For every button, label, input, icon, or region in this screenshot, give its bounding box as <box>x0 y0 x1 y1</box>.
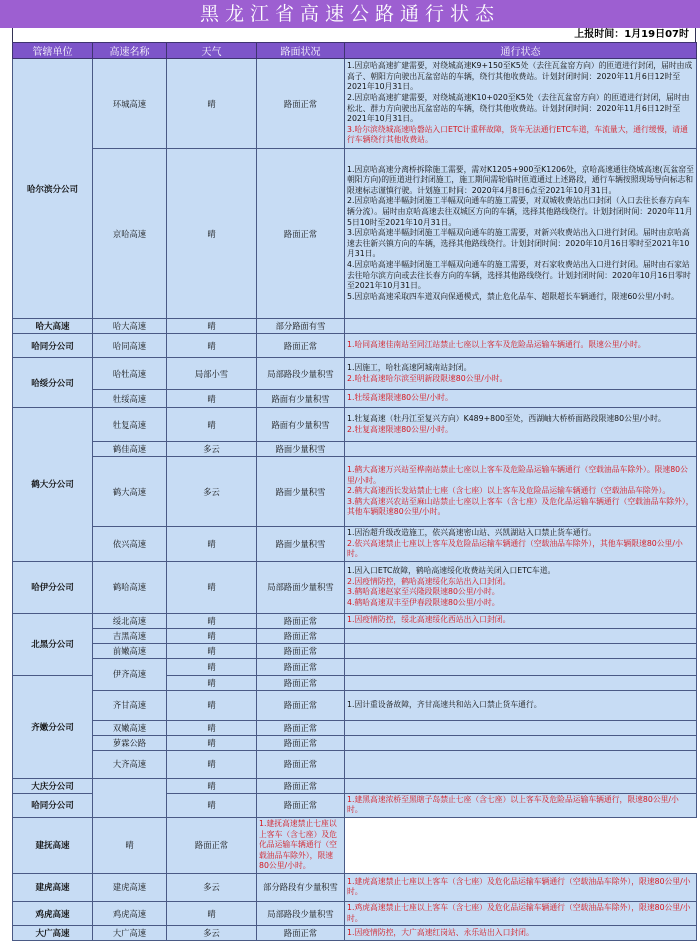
table-row <box>13 643 697 658</box>
weather-cell: 晴 <box>167 319 257 334</box>
weather-cell: 晴 <box>167 735 257 750</box>
status-cell <box>345 334 697 358</box>
status-cell <box>345 457 697 527</box>
status-line: 1.因疫情防控，绥北高速绥化西站出入口封闭。 <box>347 615 511 625</box>
road-cell: 建虎高速 <box>93 873 167 901</box>
table-row <box>13 873 697 901</box>
surface-cell: 路面少量积雪 <box>257 527 345 562</box>
table-row <box>13 319 697 334</box>
weather-cell: 晴 <box>167 628 257 643</box>
page-title: 黑龙江省高速公路通行状态 <box>0 0 700 28</box>
table-row <box>13 390 697 408</box>
header-status: 通行状态 <box>345 43 697 59</box>
surface-cell: 路面正常 <box>257 59 345 149</box>
road-cell: 哈大高速 <box>93 319 167 334</box>
status-line: 2.因疫情防控，鹤哈高速绥化东站出入口封闭。 <box>347 576 511 586</box>
header-road: 高速名称 <box>93 43 167 59</box>
surface-cell: 路面少量积雪 <box>257 457 345 527</box>
status-cell <box>345 901 697 925</box>
status-cell <box>345 735 697 750</box>
surface-cell: 路面正常 <box>257 750 345 778</box>
table-header-row <box>13 43 697 59</box>
status-line: 2.依兴高速禁止七座以上客车及危险品运输车辆通行（空载油品车除外），其他车辆限速80公里/小时。 <box>347 538 683 559</box>
unit-cell: 哈伊分公司 <box>13 561 93 613</box>
surface-cell: 局部路面少量积雪 <box>257 561 345 613</box>
table-row <box>13 926 697 941</box>
road-cell: 萝霖公路 <box>93 735 167 750</box>
status-cell <box>345 778 697 793</box>
weather-cell: 晴 <box>93 817 167 873</box>
status-line: 1.哈同高速佳南站至同江站禁止七座以上客车及危险品运输车辆通行。限速公里/小时。 <box>347 340 646 350</box>
surface-cell: 路面正常 <box>257 658 345 675</box>
unit-cell: 鹤大分公司 <box>13 408 93 562</box>
status-cell <box>345 675 697 690</box>
surface-cell: 局部路段少量积雪 <box>257 901 345 925</box>
status-cell <box>345 442 697 457</box>
unit-cell: 哈大高速 <box>13 319 93 334</box>
weather-cell: 晴 <box>167 901 257 925</box>
table-row <box>13 358 697 390</box>
table-row <box>13 334 697 358</box>
table-body <box>13 59 697 941</box>
status-cell <box>345 750 697 778</box>
weather-cell: 晴 <box>167 658 257 675</box>
weather-cell: 晴 <box>167 59 257 149</box>
surface-cell: 路面正常 <box>257 675 345 690</box>
table-row <box>13 658 697 675</box>
status-line: 3.鹤哈高速赵家至兴隆段限速80公里/小时。 <box>347 587 500 597</box>
road-cell: 大广高速 <box>93 926 167 941</box>
road-cell: 双嫩高速 <box>93 720 167 735</box>
surface-cell: 路面正常 <box>257 613 345 628</box>
unit-cell: 大广高速 <box>13 926 93 941</box>
status-line: 4.因京哈高速半幅封闭施工半幅双向通车的施工需要，对石家收费站出入口进行封闭。届时由石家站去往哈尔滨方向或去往长春方向的车辆，选择其他路线绕行。计划封闭时间：2020年10月16日零时至2021年10月31日。 <box>347 259 691 291</box>
weather-cell: 晴 <box>167 613 257 628</box>
status-line: 1.因疫情防控，大广高速红岗站、永乐站出入口封闭。 <box>347 927 534 937</box>
status-line: 1.因京哈高速扩建需要，对绕城高速K9+150至K5处（去往瓦盆窑方向）的匝道进行封闭，届时由成高子、朝阳方向驶出瓦盆窑站的车辆，绕行其他收费站。计划封闭时间：2020年11月6日12时至2021年10月31日。 <box>347 61 693 92</box>
table-row <box>13 408 697 442</box>
weather-cell: 晴 <box>167 643 257 658</box>
status-line: 1.因施工，哈牡高速阿城南站封闭。 <box>347 362 472 372</box>
table-row <box>13 901 697 925</box>
unit-cell: 哈绥分公司 <box>13 358 93 408</box>
status-line: 1.因治超升级改造施工，依兴高速密山站、兴凯湖站入口禁止货车通行。 <box>347 528 597 537</box>
status-cell <box>345 926 697 941</box>
unit-cell: 大庆分公司 <box>13 778 93 793</box>
status-cell <box>345 59 697 149</box>
surface-cell: 路面正常 <box>257 926 345 941</box>
report-time: 上报时间：1月19日07时 <box>12 28 696 42</box>
table-row <box>13 690 697 720</box>
table-row <box>13 613 697 628</box>
status-line: 1.因计重设备故障，齐甘高速共和站入口禁止货车通行。 <box>347 699 542 709</box>
header-surface: 路面状况 <box>257 43 345 59</box>
weather-cell: 晴 <box>167 334 257 358</box>
table-row <box>13 628 697 643</box>
surface-cell: 路面正常 <box>257 628 345 643</box>
status-line: 1.因京哈高速分离桥拆除施工需要，需对K1205+900至K1206处，京哈高速通往绕城高速(瓦盆窑至朝阳方向)的匝道进行封闭施工，施工期间需轮临时匝道通过上述路段，通行车辆按照现场导向标志和限速标志谨慎行驶。计划施工时间：2020年4月8日6点至2021年10月31日。 <box>347 164 694 195</box>
weather-cell: 多云 <box>167 926 257 941</box>
road-cell: 前嫩高速 <box>93 643 167 658</box>
status-line: 1.因入口ETC故障，鹤哈高速绥化收费站关闭入口ETC车道。 <box>347 566 556 576</box>
table-row <box>13 457 697 527</box>
weather-cell: 多云 <box>167 873 257 901</box>
status-cell <box>345 720 697 735</box>
header-unit: 管辖单位 <box>13 43 93 59</box>
road-cell: 绥北高速 <box>93 613 167 628</box>
surface-cell: 路面正常 <box>167 817 257 873</box>
status-line: 2.牡复高速限速80公里/小时。 <box>347 424 453 434</box>
status-cell <box>345 527 697 562</box>
road-cell: 鹤哈高速 <box>93 561 167 613</box>
road-cell: 大齐高速 <box>93 750 167 778</box>
status-line: 2.哈牡高速哈尔滨至明新段限速80公里/小时。 <box>347 373 508 383</box>
status-line: 1.建黑高速浓桥至黑瞎子岛禁止七座（含七座）以上客车及危险品运输车辆通行，限速80公里/小时。 <box>347 794 679 815</box>
road-cell: 京哈高速 <box>93 149 167 319</box>
surface-cell: 路面正常 <box>257 149 345 319</box>
road-cell: 伊齐高速 <box>93 658 167 690</box>
weather-cell: 晴 <box>167 390 257 408</box>
status-line: 2.因京哈高速半幅封闭施工半幅双向通车的施工需要，对双城收费站出口封闭（入口去往长春方向车辆分流）。届时由京哈高速去往双城区方向的车辆，选择其他路线绕行。计划封闭时间：2020年11月5日10时至2021年10月31日。 <box>347 196 693 227</box>
status-cell <box>345 690 697 720</box>
status-line: 4.鹤哈高速双丰至伊春段限速80公里/小时。 <box>347 597 500 607</box>
table-row <box>13 561 697 613</box>
weather-cell: 局部小雪 <box>167 358 257 390</box>
status-cell <box>345 628 697 643</box>
surface-cell: 路面正常 <box>257 643 345 658</box>
surface-cell: 路面正常 <box>257 720 345 735</box>
surface-cell: 路面有少量积雪 <box>257 408 345 442</box>
status-line: 2.因京哈高速扩建需要，对绕城高速K10+020至K5处（去往瓦盆窑方向）的匝道进行封闭，届时由松北、群力方向驶出瓦盆窑站的车辆，绕行其他收费站。计划封闭时间：2020年11月6日12时至2021年10月31日。 <box>347 92 690 124</box>
table-row <box>13 149 697 319</box>
road-cell: 哈牡高速 <box>93 358 167 390</box>
road-cell: 齐甘高速 <box>93 690 167 720</box>
status-cell <box>345 319 697 334</box>
table-row <box>13 817 697 873</box>
surface-cell: 路面正常 <box>257 778 345 793</box>
status-cell <box>345 408 697 442</box>
road-cell: 环城高速 <box>93 59 167 149</box>
surface-cell: 局部路段少量积雪 <box>257 358 345 390</box>
status-line: 1.建抚高速禁止七座以上客车（含七座）及危化品运输车辆通行（空载油品车除外），限速80公里/小时。 <box>259 818 337 871</box>
status-cell <box>345 149 697 319</box>
road-cell: 鹤大高速 <box>93 457 167 527</box>
weather-cell: 晴 <box>167 675 257 690</box>
status-line: 3.哈尔滨绕城高速哈磐站入口ETC计重秤故障，货车无法通行ETC车道，车流量大，通行缓慢，请通行车辆绕行其他收费站。 <box>347 124 688 145</box>
road-cell: 依兴高速 <box>93 527 167 562</box>
weather-cell: 晴 <box>167 527 257 562</box>
unit-cell: 鸡虎高速 <box>13 901 93 925</box>
surface-cell: 路面有少量积雪 <box>257 390 345 408</box>
status-line: 1.建虎高速禁止七座以上客车（含七座）及危化品运输车辆通行（空载油品车除外），限速80公里/小时。 <box>347 876 691 897</box>
weather-cell: 晴 <box>167 408 257 442</box>
weather-cell: 晴 <box>167 720 257 735</box>
unit-cell: 哈同分公司 <box>13 334 93 358</box>
weather-cell: 晴 <box>167 561 257 613</box>
table-row <box>13 735 697 750</box>
table-row <box>13 720 697 735</box>
status-line: 3.鹤大高速兴农站至麻山站禁止七座以上客车（含七座）及危化品运输车辆通行（空载油品车除外），其他车辆限速80公里/小时。 <box>347 496 694 517</box>
unit-cell: 哈尔滨分公司 <box>13 59 93 319</box>
unit-cell: 建虎高速 <box>13 873 93 901</box>
surface-cell: 部分路面有雪 <box>257 319 345 334</box>
weather-cell: 晴 <box>167 778 257 793</box>
table-row <box>13 527 697 562</box>
surface-cell: 路面正常 <box>257 735 345 750</box>
status-cell <box>345 643 697 658</box>
unit-cell: 北黑分公司 <box>13 613 93 675</box>
surface-cell: 路面正常 <box>257 334 345 358</box>
surface-cell: 路面少量积雪 <box>257 442 345 457</box>
surface-cell: 路面正常 <box>257 793 345 817</box>
surface-cell: 路面正常 <box>257 690 345 720</box>
road-cell: 哈同高速 <box>93 334 167 358</box>
table-row <box>13 59 697 149</box>
road-cell: 牡复高速 <box>93 408 167 442</box>
status-line: 1.鸡虎高速禁止七座以上客车（含七座）及危化品运输车辆通行（空载油品车除外），限速80公里/小时。 <box>347 902 691 923</box>
status-cell <box>345 658 697 675</box>
status-line: 3.因京哈高速半幅封闭施工半幅双向通车的施工需要，对新兴收费站出入口进行封闭。届时由京哈高速去往新兴镇方向的车辆，选择其他路线绕行。计划封闭时间：2020年10月16日零时至2021年10月31日。 <box>347 228 690 259</box>
table-row <box>13 442 697 457</box>
table-row <box>13 750 697 778</box>
weather-cell: 多云 <box>167 442 257 457</box>
status-line: 2.鹤大高速西长发站禁止七座（含七座）以上客车及危险品运输车辆通行（空载油品车除外）。 <box>347 486 671 496</box>
road-cell <box>93 778 167 817</box>
unit-cell: 建抚高速 <box>13 817 93 873</box>
surface-cell: 部分路段有少量积雪 <box>257 873 345 901</box>
weather-cell: 多云 <box>167 457 257 527</box>
status-cell <box>345 793 697 817</box>
header-weather: 天气 <box>167 43 257 59</box>
status-line: 1.牡复高速（牡丹江至复兴方向）K489+800至处，西湖岫大桥桥面路段限速80公里/小时。 <box>347 413 666 423</box>
weather-cell: 晴 <box>167 793 257 817</box>
weather-cell: 晴 <box>167 750 257 778</box>
status-cell <box>345 873 697 901</box>
status-cell <box>257 817 345 873</box>
status-cell <box>345 358 697 390</box>
table-row <box>13 778 697 793</box>
status-cell <box>345 390 697 408</box>
status-cell <box>345 561 697 613</box>
unit-cell: 哈同分公司 <box>13 793 93 817</box>
weather-cell: 晴 <box>167 690 257 720</box>
status-line: 1.牡绥高速限速80公里/小时。 <box>347 393 453 403</box>
status-line: 1.鹤大高速万兴站至桦南站禁止七座以上客车及危险品运输车辆通行（空载油品车除外）。限速80公里/小时。 <box>347 465 688 485</box>
unit-cell: 齐嫩分公司 <box>13 675 93 778</box>
status-cell <box>345 613 697 628</box>
road-cell: 鹤佳高速 <box>93 442 167 457</box>
road-cell: 鸡虎高速 <box>93 901 167 925</box>
traffic-status-table <box>12 42 697 941</box>
road-cell: 牡绥高速 <box>93 390 167 408</box>
status-line: 5.因京哈高速采取四车道双向保通模式，禁止危化品车、超限超长车辆通行，限速60公里/小时。 <box>347 291 679 301</box>
weather-cell: 晴 <box>167 149 257 319</box>
road-cell: 吉黑高速 <box>93 628 167 643</box>
